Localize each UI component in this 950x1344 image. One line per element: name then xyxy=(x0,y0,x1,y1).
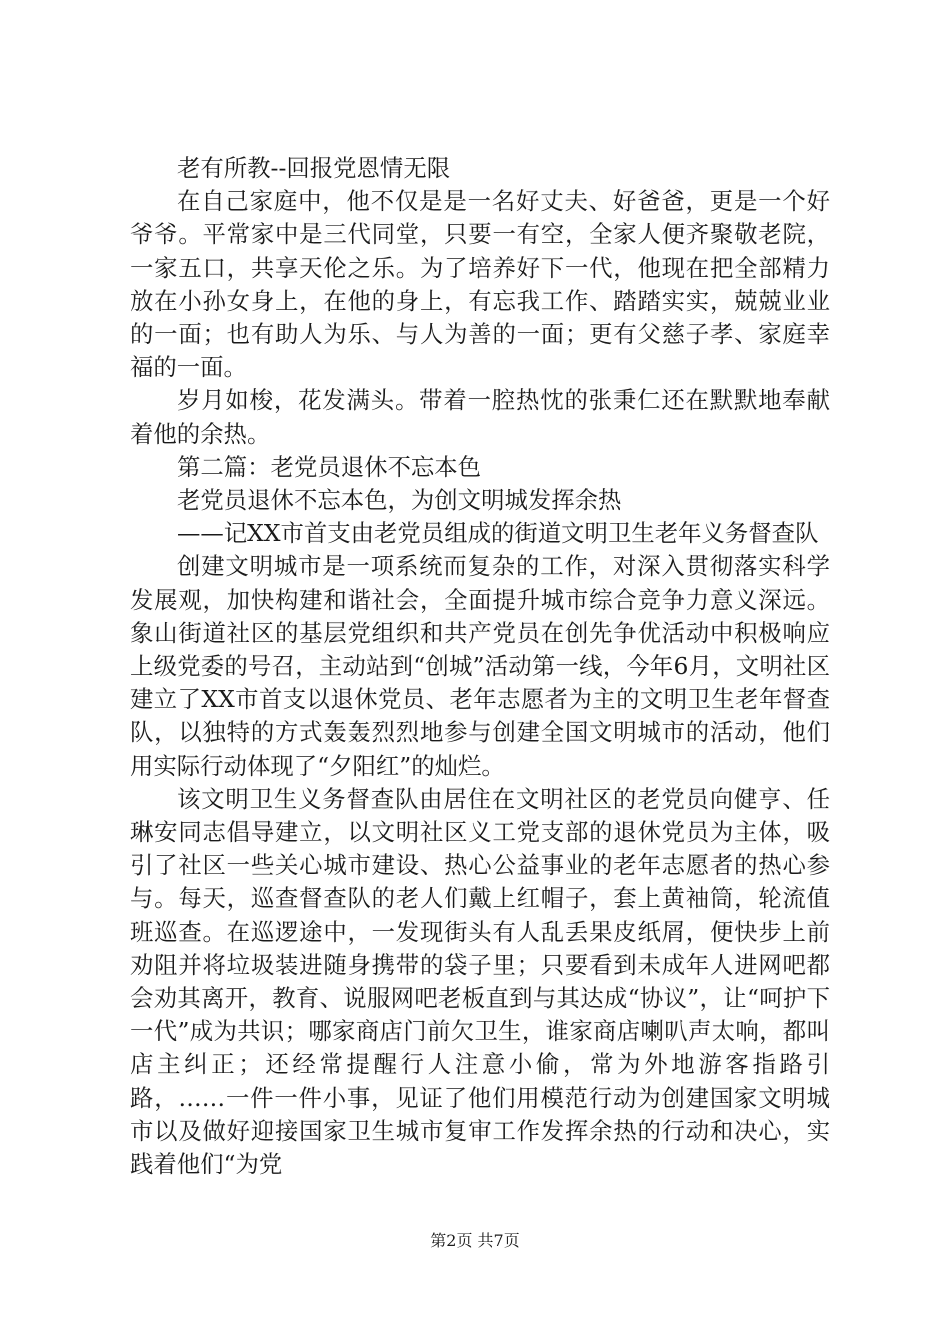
article-subtitle: ——记XX市首支由老党员组成的街道文明卫生老年义务督查队 xyxy=(177,519,819,548)
body-paragraph-years: 岁月如梭，花发满头。带着一腔热忱的张秉仁还在默默地奉献着他的余热。 xyxy=(130,386,830,448)
body-paragraph-inspection-team: 该文明卫生义务督查队由居住在文明社区的老党员向健亨、任琳安同志倡导建立，以文明社区义工党支部的退休党员为主体，吸引了社区一些关心城市建设、热心公益事业的老年志愿者的热心参与。每天，巡查督查队的老人们戴上红帽子，套上黄袖筒，轮流值班巡查。在巡逻途中，一发现街头有人乱丢果皮纸屑，便快步上前劝阻并将垃圾装进随身携带的袋子里；只要看到未成年人进网吧都会劝其离开，教育、说服网吧老板直到与其达成“协议”，让“呵护下一代”成为共识；哪家商店门前欠卫生，谁家商店喇叭声太响，都叫店主纠正；还经常提醒行人注意小偷，常为外地游客指路引路，……一件一件小事，见证了他们用模范行动为创建国家文明城市以及做好迎接国家卫生城市复审工作发挥余热的行动和决心，实践着他们“为党 xyxy=(130,784,830,1179)
section-heading-old-age-education: 老有所教--回报党恩情无限 xyxy=(177,154,451,182)
body-paragraph-family: 在自己家庭中，他不仅是是一名好丈夫、好爸爸，更是一个好爷爷。平常家中是三代同堂，只要一有空，全家人便齐聚敬老院，一家五口，共享天伦之乐。为了培养好下一代，他现在把全部精力放在小孙女身上，在他的身上，有忘我工作、踏踏实实，兢兢业业的一面；也有助人为乐、与人为善的一面；更有父慈子孝、家庭幸福的一面。 xyxy=(130,187,830,382)
article-title: 老党员退休不忘本色，为创文明城发挥余热 xyxy=(177,486,622,515)
body-paragraph-civilized-city: 创建文明城市是一项系统而复杂的工作，对深入贯彻落实科学发展观，加快构建和谐社会，全面提升城市综合竞争力意义深远。象山街道社区的基层党组织和共产党员在创先争优活动中积极响应上级党委的号召，主动站到“创城”活动第一线，今年6月，文明社区建立了XX市首支以退休党员、老年志愿者为主的文明卫生老年督查队，以独特的方式轰轰烈烈地参与创建全国文明城市的活动，他们用实际行动体现了“夕阳红”的灿烂。 xyxy=(130,552,830,780)
page-footer: 第2页 共7页 xyxy=(430,1231,520,1250)
document-body xyxy=(130,152,830,1181)
chapter-heading-part-two: 第二篇：老党员退休不忘本色 xyxy=(177,452,482,481)
